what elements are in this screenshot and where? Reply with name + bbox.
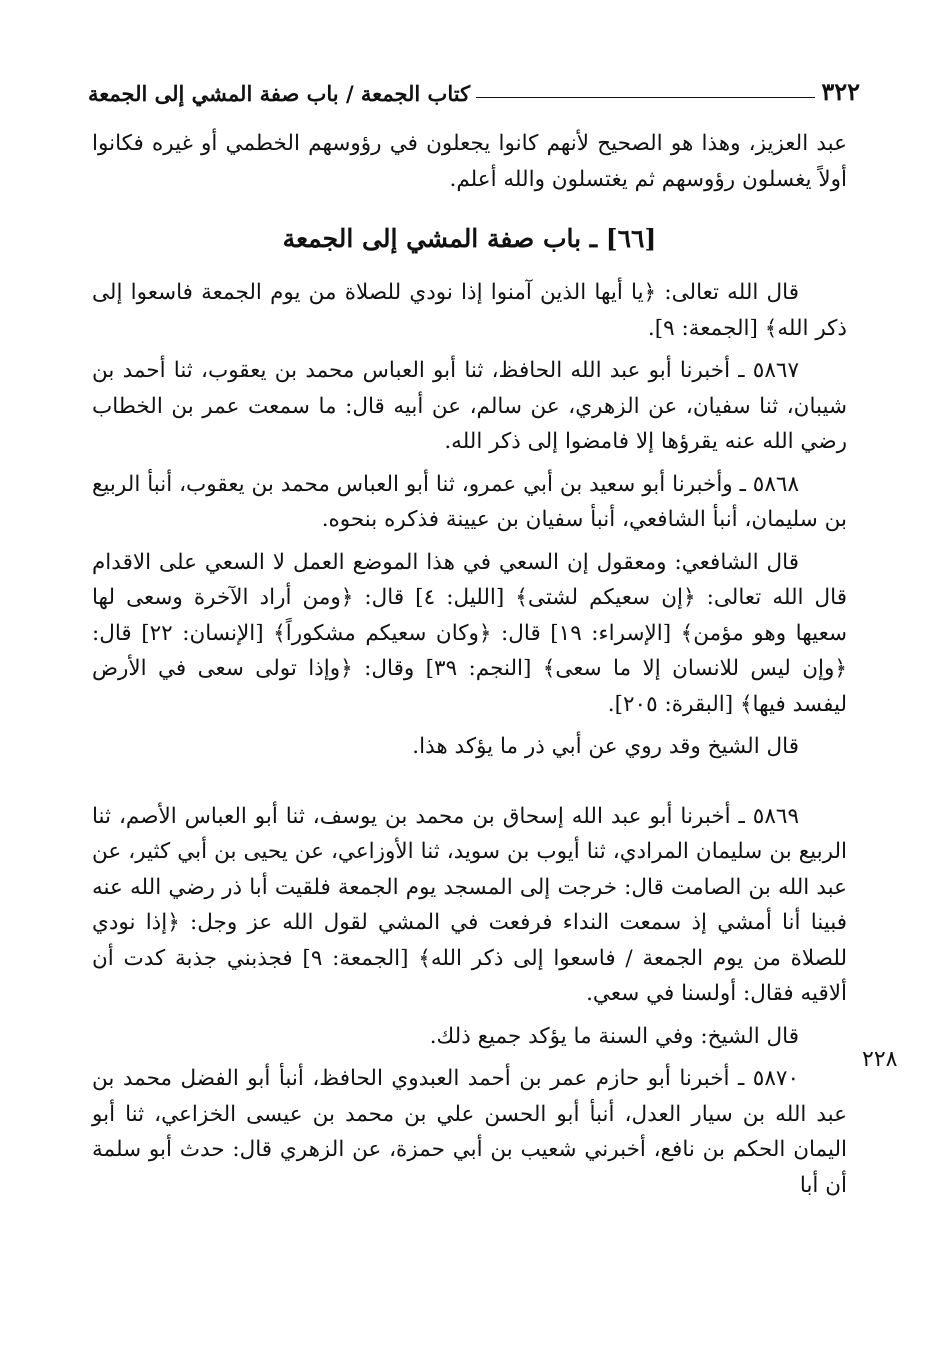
- header-rule: [476, 97, 815, 98]
- margin-page-reference: ٢٢٨: [862, 1047, 898, 1072]
- running-header: [88, 72, 860, 106]
- sheikh-note-1: قال الشيخ وقد روي عن أبي ذر ما يؤكد هذا.: [412, 734, 799, 759]
- intro-paragraph: عبد العزيز، وهذا هو الصحيح لأنهم كانوا يجعلون في رؤوسهم الخطمي أو غيره فكانوا أولاً يغسلون رؤوسهم ثم يغتسلون والله أعلم.: [92, 131, 847, 192]
- page-body: [92, 126, 847, 1210]
- page-number: ٣٢٢: [821, 77, 860, 106]
- running-title: كتاب الجمعة / باب صفة المشي إلى الجمعة: [88, 81, 471, 106]
- verse-paragraph: قال الله تعالى: ﴿يا أيها الذين آمنوا إذا نودي للصلاة من يوم الجمعة فاسعوا إلى ذكر الله﴾ [الجمعة: ٩].: [92, 280, 847, 341]
- section-title: [٦٦] ـ باب صفة المشي إلى الجمعة: [282, 224, 657, 253]
- hadith-5870: ٥٨٧٠ ـ أخبرنا أبو حازم عمر بن أحمد العبدوي الحافظ، أنبأ أبو الفضل محمد بن عبد الله بن سيار العدل، أنبأ أبو الحسن علي بن محمد بن عيسى الخزاعي، ثنا أبو اليمان الحكم بن نافع، أخبرني شعيب بن أبي حمزة، عن الزهري قال: حدث أبو سلمة أن أبا: [92, 1066, 847, 1198]
- hadith-5869: ٥٨٦٩ ـ أخبرنا أبو عبد الله إسحاق بن محمد بن يوسف، ثنا أبو العباس الأصم، ثنا الربيع بن سليمان المرادي، ثنا أيوب بن سويد، ثنا الأوزاعي، عن يحيى بن أبي كثير، عن عبد الله بن الصامت قال: خرجت إلى المسجد يوم الجمعة فلقيت أبا ذر رضي الله عنه فبينا أنا أمشي إذ سمعت النداء فرفعت في المشي لقول الله عز وجل: ﴿إذا نودي للصلاة من يوم الجمعة / فاسعوا إلى ذكر الله﴾ [الجمعة: ٩] فجذبني جذبة كدت أن ألاقيه فقال: أولسنا في سعي.: [92, 803, 847, 1006]
- sheikh-note-2: قال الشيخ: وفي السنة ما يؤكد جميع ذلك.: [429, 1023, 799, 1049]
- hadith-5868: ٥٨٦٨ ـ وأخبرنا أبو سعيد بن أبي عمرو، ثنا أبو العباس محمد بن يعقوب، أنبأ الربيع بن سليمان، أنبأ الشافعي، أنبأ سفيان بن عيينة فذكره بنحوه.: [92, 471, 847, 532]
- shafii-paragraph: قال الشافعي: ومعقول إن السعي في هذا الموضع العمل لا السعي على الاقدام قال الله تعالى: ﴿إن سعيكم لشتى﴾ [الليل: ٤] قال: ﴿ومن أراد الآخرة وسعى لها سعيها وهو مؤمن﴾ [الإسراء: ١٩] قال: ﴿وكان سعيكم مشكوراً﴾ [الإنسان: ٢٢] قال: ﴿وإن ليس للانسان إلا ما سعى﴾ [النجم: ٣٩] وقال: ﴿وإذا تولى سعى في الأرض ليفسد فيها﴾ [البقرة: ٢٠٥].: [92, 549, 848, 717]
- hadith-5867: ٥٨٦٧ ـ أخبرنا أبو عبد الله الحافظ، ثنا أبو العباس محمد بن يعقوب، ثنا أحمد بن شيبان، ثنا سفيان، عن الزهري، عن سالم، عن أبيه قال: ما سمعت عمر بن الخطاب رضي الله عنه يقرؤها إلا فامضوا إلى ذكر الله.: [92, 358, 847, 454]
